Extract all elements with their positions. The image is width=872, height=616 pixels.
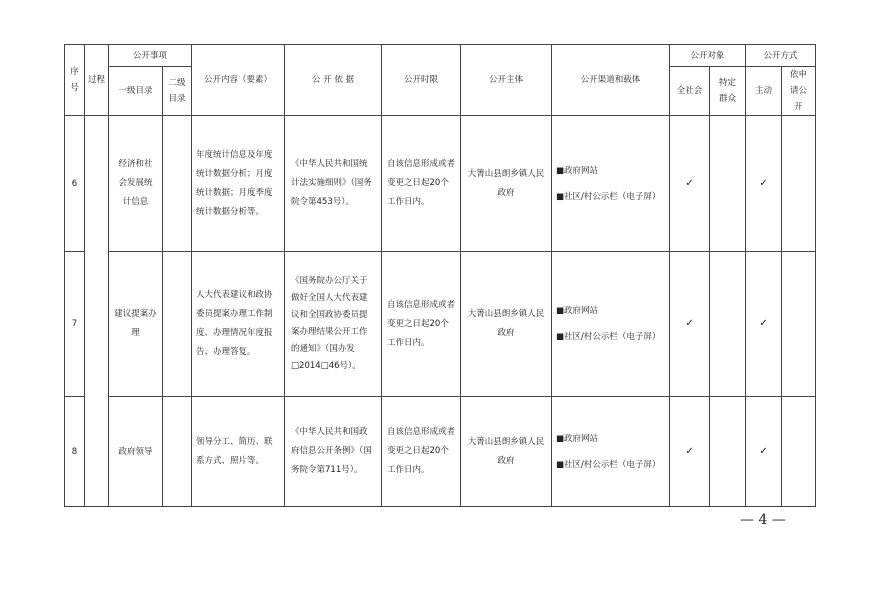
header-timing: [382, 45, 461, 116]
header-target-all-label: 全社会: [676, 86, 703, 96]
row-basis-value: 《中华人民共和国政府信息公开条例》（国务院令第711号）。: [291, 427, 372, 475]
row-method-request: [782, 252, 816, 397]
channel-notice-board: ■社区/村公示栏（电子屏）: [556, 191, 661, 202]
header-items: [109, 45, 192, 67]
row-level1-value: 政府领导: [118, 446, 153, 457]
row-basis: [285, 116, 382, 252]
row-seq-value: 6: [71, 178, 78, 189]
row-content: [192, 116, 285, 252]
header-basis-label: 公 开 依 据: [311, 75, 355, 85]
row-target-all: [670, 252, 710, 397]
header-level2-label: 二级目录: [168, 78, 186, 104]
header-basis: [285, 45, 382, 116]
table-row: [65, 116, 816, 252]
row-seq-value: 8: [71, 446, 78, 457]
row-seq: [65, 397, 85, 507]
row-timing-value: 自该信息形成或者变更之日起20个工作日内。: [387, 427, 456, 475]
row-subject: [461, 116, 552, 252]
row-seq: [65, 252, 85, 397]
row-target-all: [670, 397, 710, 507]
row-content: [192, 252, 285, 397]
header-channel: [552, 45, 670, 116]
header-target-specific-label: 特定群众: [719, 78, 737, 104]
row-timing: [382, 252, 461, 397]
row-timing: [382, 116, 461, 252]
row-timing-value: 自该信息形成或者变更之日起20个工作日内。: [387, 299, 456, 348]
row-subject: [461, 397, 552, 507]
header-target-all: [670, 67, 710, 116]
check-icon: ✓: [685, 177, 694, 189]
row-target-all: [670, 116, 710, 252]
row-method-active: [746, 116, 782, 252]
header-content: [192, 45, 285, 116]
header-content-label: 公开内容（要素）: [204, 75, 273, 85]
row-channel: [552, 397, 670, 507]
row-method-active: [746, 397, 782, 507]
header-timing-label: 公开时限: [404, 75, 439, 85]
row-target-specific: [710, 252, 746, 397]
row-seq: [65, 116, 85, 252]
row-method-active: [746, 252, 782, 397]
row-level1: [109, 116, 163, 252]
table-row: [65, 397, 816, 507]
disclosure-table: [64, 44, 816, 507]
header-process-label: 过程: [87, 75, 105, 85]
header-method-request-label: 依申请公开: [790, 70, 808, 112]
row-basis: [285, 397, 382, 507]
row-basis-value: 《中华人民共和国统计法实施细则》（国务院令第453号）。: [291, 159, 372, 207]
row-process: [85, 116, 109, 507]
channel-website: ■政府网站: [556, 306, 599, 316]
row-method-request: [782, 397, 816, 507]
row-basis-value: 《国务院办公厅关于做好全国人大代表建议和全国政协委员提案办理结果公开工作的通知》（国办发□2014□46号）。: [291, 276, 368, 371]
row-level2: [163, 116, 192, 252]
row-level1: [109, 397, 163, 507]
header-method-active-label: 主动: [755, 86, 773, 96]
row-content: [192, 397, 285, 507]
row-level1-value: 经济和社会发展统计信息: [118, 159, 153, 207]
header-subject: [461, 45, 552, 116]
header-level1: [109, 67, 163, 116]
check-icon: ✓: [759, 318, 768, 329]
row-level2: [163, 252, 192, 397]
row-subject-value: 大箐山县朗乡镇人民政府: [467, 436, 545, 466]
channel-website: ■政府网站: [556, 165, 599, 176]
row-content-value: 人大代表建议和政协委员提案办理工作制度、办理情况年度报告、办理答复。: [196, 290, 273, 357]
header-subject-label: 公开主体: [489, 75, 524, 85]
row-subject: [461, 252, 552, 397]
channel-notice-board: ■社区/村公示栏（电子屏）: [556, 332, 661, 342]
row-level2: [163, 397, 192, 507]
row-content-value: 领导分工、简历、联系方式、照片等。: [196, 436, 273, 466]
header-process: [85, 45, 109, 116]
header-method-label: 公开方式: [763, 50, 798, 61]
header-items-label: 公开事项: [133, 50, 168, 61]
check-icon: ✓: [759, 177, 768, 189]
header-seq: [65, 45, 85, 116]
header-level2: [163, 67, 192, 116]
row-subject-value: 大箐山县朗乡镇人民政府: [467, 168, 545, 198]
header-target-label: 公开对象: [690, 50, 725, 61]
row-basis: [285, 252, 382, 397]
row-content-value: 年度统计信息及年度统计数据分析；月度统计数据；月度季度统计数据分析等。: [196, 149, 273, 217]
page-number: — 4 —: [740, 512, 786, 528]
row-timing-value: 自该信息形成或者变更之日起20个工作日内。: [387, 159, 456, 207]
channel-notice-board: ■社区/村公示栏（电子屏）: [556, 459, 661, 470]
row-channel: [552, 116, 670, 252]
row-level1: [109, 252, 163, 397]
check-icon: ✓: [759, 445, 768, 457]
header-level1-label: 一级目录: [118, 86, 153, 96]
row-subject-value: 大箐山县朗乡镇人民政府: [467, 309, 545, 338]
header-method-request: [782, 67, 816, 116]
header-method-active: [746, 67, 782, 116]
row-target-specific: [710, 397, 746, 507]
header-method: [746, 45, 816, 67]
row-channel: [552, 252, 670, 397]
row-target-specific: [710, 116, 746, 252]
row-seq-value: 7: [71, 319, 78, 329]
check-icon: ✓: [685, 318, 694, 329]
header-target: [670, 45, 746, 67]
row-method-request: [782, 116, 816, 252]
row-level1-value: 建议提案办理: [114, 309, 157, 338]
header-seq-label: 序号: [70, 67, 79, 93]
check-icon: ✓: [685, 445, 694, 457]
row-timing: [382, 397, 461, 507]
channel-website: ■政府网站: [556, 433, 599, 444]
header-target-specific: [710, 67, 746, 116]
header-channel-label: 公开渠道和载体: [580, 75, 641, 85]
table-row: [65, 252, 816, 397]
